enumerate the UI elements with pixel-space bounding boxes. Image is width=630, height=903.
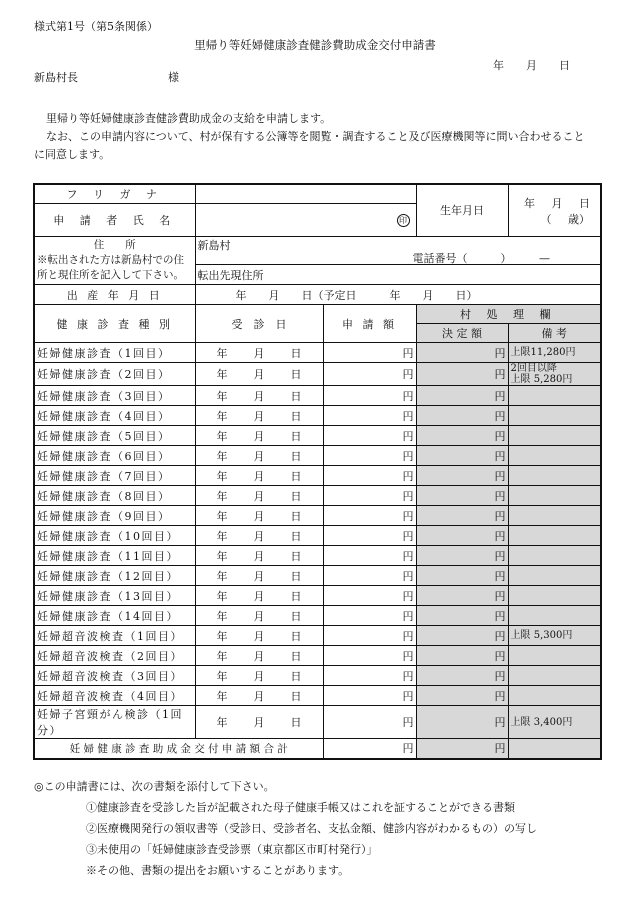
year-label: 年 (216, 529, 228, 543)
exam-row (34, 426, 601, 446)
year-label: 年 (216, 609, 228, 623)
yen-label: 円 (494, 549, 506, 563)
exam-amount-field[interactable] (323, 386, 416, 406)
exam-decision-field (416, 466, 508, 486)
addressee-honorific: 様 (168, 71, 179, 84)
village-header: 村 処 理 欄 (416, 305, 601, 324)
exam-type: 妊婦健康診査（2回目） (34, 363, 195, 386)
exam-date-field[interactable] (195, 486, 323, 506)
exam-amount-field[interactable] (323, 363, 416, 386)
yen-label: 円 (494, 589, 506, 603)
exam-row (34, 466, 601, 486)
yen-label: 円 (402, 609, 414, 623)
exam-remarks (508, 546, 601, 566)
year-label: 年 (216, 689, 228, 703)
yen-label: 円 (402, 429, 414, 443)
address-label-cell (34, 237, 195, 285)
yen-label: 円 (494, 368, 506, 381)
yen-label: 円 (402, 489, 414, 503)
exam-row (34, 506, 601, 526)
exam-row (34, 706, 601, 739)
exam-type: 妊婦健康診査（9回目） (34, 506, 195, 526)
day-label: 日 (290, 609, 302, 623)
yen-label: 円 (402, 449, 414, 463)
exam-decision-field (416, 666, 508, 686)
note-item: ※その他、書類の提出をお願いすることがあります。 (86, 864, 350, 877)
day-label: 日 (290, 569, 302, 583)
exam-remarks (508, 666, 601, 686)
exam-amount-field[interactable] (323, 343, 416, 363)
month-label: 月 (253, 529, 265, 543)
yen-label: 円 (494, 669, 506, 683)
exam-amount-field[interactable] (323, 406, 416, 426)
exam-date-field[interactable] (195, 546, 323, 566)
yen-label: 円 (402, 368, 414, 381)
exam-remarks: 上限11,280円 (508, 343, 601, 363)
exam-decision-field (416, 386, 508, 406)
year-label: 年 (216, 509, 228, 523)
exam-amount-field[interactable] (323, 626, 416, 646)
year-label: 年 (216, 389, 228, 403)
month-label: 月 (253, 569, 265, 583)
exam-amount-field[interactable] (323, 466, 416, 486)
yen-label: 円 (494, 569, 506, 583)
exam-amount-field[interactable] (323, 426, 416, 446)
due-label: 出 産 年 月 日 (34, 285, 195, 305)
yen-label: 円 (402, 629, 414, 643)
exam-decision-field (416, 446, 508, 466)
month-label: 月 (253, 689, 265, 703)
yen-label: 円 (494, 389, 506, 403)
form-number: 様式第1号（第5条関係） (34, 20, 158, 33)
addressee-name: 新島村長 (34, 71, 78, 84)
exam-decision-field (416, 343, 508, 363)
exam-row (34, 686, 601, 706)
exam-date-field[interactable] (195, 386, 323, 406)
exam-amount-field[interactable] (323, 666, 416, 686)
exam-decision-field (416, 526, 508, 546)
yen-label: 円 (402, 549, 414, 563)
month-label: 月 (253, 549, 265, 563)
yen-label: 円 (494, 742, 506, 756)
day-label: 日 (290, 716, 302, 729)
day-label: 日 (290, 629, 302, 643)
exam-decision-field (416, 406, 508, 426)
exam-date-field[interactable] (195, 666, 323, 686)
month-label: 月 (253, 429, 265, 443)
exam-date-field[interactable] (195, 586, 323, 606)
exam-remarks: 上限 5,300円 (508, 626, 601, 646)
exam-remarks (508, 466, 601, 486)
year-label: 年 (216, 449, 228, 463)
note-item: ③未使用の「妊婦健康診査受診票（東京都区市町村発行）」 (86, 843, 378, 856)
month-label: 月 (253, 389, 265, 403)
year-label: 年 (493, 59, 504, 72)
age-open: （ (540, 212, 552, 226)
yen-label: 円 (494, 346, 506, 360)
total-decision (416, 739, 508, 759)
year-label: 年 (216, 629, 228, 643)
exam-type: 妊婦健康診査（13回目） (34, 586, 195, 606)
day-label: 日 (290, 429, 302, 443)
yen-label: 円 (494, 689, 506, 703)
exam-date-field[interactable] (195, 446, 323, 466)
exam-amount-field[interactable] (323, 566, 416, 586)
furigana-label: フ リ ガ ナ (34, 184, 195, 204)
exam-row (34, 446, 601, 466)
exam-row (34, 486, 601, 506)
exam-amount-field[interactable] (323, 606, 416, 626)
exam-date-field[interactable] (195, 706, 323, 739)
year-label: 年 (216, 409, 228, 423)
birth-year: 年 (524, 196, 536, 210)
decision-header: 決 定 額 (416, 324, 508, 343)
birth-field[interactable] (508, 184, 601, 237)
yen-label: 円 (494, 409, 506, 423)
exam-row (34, 566, 601, 586)
day-label: 日 (559, 59, 570, 72)
exam-date-field[interactable] (195, 343, 323, 363)
exam-remarks (508, 686, 601, 706)
yen-label: 円 (402, 346, 414, 360)
yen-label: 円 (402, 529, 414, 543)
exam-remarks (508, 446, 601, 466)
yen-label: 円 (402, 716, 414, 729)
exam-date-field[interactable] (195, 426, 323, 446)
yen-label: 円 (494, 489, 506, 503)
exam-date-field[interactable] (195, 526, 323, 546)
seal-icon: 印 (397, 214, 410, 227)
exam-type: 妊婦健康診査（11回目） (34, 546, 195, 566)
yen-label: 円 (494, 429, 506, 443)
furigana-field[interactable] (195, 184, 416, 204)
day-label: 日 (290, 689, 302, 703)
day-label: 日 (290, 549, 302, 563)
exam-row (34, 406, 601, 426)
yen-label: 円 (494, 609, 506, 623)
date-header: 受 診 日 (195, 305, 323, 343)
due-field[interactable] (195, 285, 601, 305)
month-label: 月 (253, 589, 265, 603)
day-label: 日 (290, 449, 302, 463)
exam-amount-field[interactable] (323, 486, 416, 506)
exam-decision-field (416, 486, 508, 506)
exam-row (34, 666, 601, 686)
exam-decision-field (416, 606, 508, 626)
month-label: 月 (253, 649, 265, 663)
year-label: 年 (216, 469, 228, 483)
type-header: 健 康 診 査 種 別 (34, 305, 195, 343)
address-note: ※転出された方は新島村での住所と現住所を記入して下さい。 (37, 254, 184, 281)
exam-amount-field[interactable] (323, 646, 416, 666)
exam-remarks (508, 566, 601, 586)
exam-row (34, 526, 601, 546)
exam-row (34, 386, 601, 406)
month-label: 月 (526, 59, 537, 72)
exam-type: 妊婦健康診査（4回目） (34, 406, 195, 426)
month-label: 月 (253, 716, 265, 729)
exam-remarks (508, 506, 601, 526)
exam-row (34, 606, 601, 626)
exam-remarks (508, 486, 601, 506)
name-field[interactable] (195, 204, 416, 237)
yen-label: 円 (402, 689, 414, 703)
month-label: 月 (253, 469, 265, 483)
date-fields (493, 57, 570, 73)
year-label: 年 (216, 569, 228, 583)
yen-label: 円 (494, 469, 506, 483)
exam-type: 妊婦子宮頸がん検診（1回分） (34, 706, 195, 739)
exam-decision-field (416, 706, 508, 739)
exam-date-field[interactable] (195, 363, 323, 386)
month-label: 月 (253, 629, 265, 643)
month-label: 月 (253, 346, 265, 360)
exam-amount-field[interactable] (323, 586, 416, 606)
notes (34, 776, 537, 881)
year-label: 年 (216, 649, 228, 663)
exam-type: 妊婦健康診査（14回目） (34, 606, 195, 626)
month-label: 月 (253, 489, 265, 503)
note-item: ②医療機関発行の領収書等（受診日、受診者名、支払金額、健診内容がわかるもの）の写し (86, 822, 537, 835)
month-label: 月 (253, 409, 265, 423)
year-label: 年 (216, 489, 228, 503)
year-label: 年 (216, 346, 228, 360)
exam-decision-field (416, 686, 508, 706)
exam-remarks (508, 426, 601, 446)
year-label: 年 (216, 429, 228, 443)
yen-label: 円 (402, 649, 414, 663)
exam-type: 妊婦健康診査（6回目） (34, 446, 195, 466)
month-label: 月 (253, 368, 265, 381)
exam-type: 妊婦健康診査（10回目） (34, 526, 195, 546)
yen-label: 円 (402, 469, 414, 483)
exam-date-field[interactable] (195, 626, 323, 646)
exam-remarks (508, 646, 601, 666)
notes-heading: ◎この申請書には、次の書類を添付して下さい。 (34, 780, 275, 793)
day-label: 日 (290, 649, 302, 663)
day-label: 日 (290, 489, 302, 503)
exam-decision-field (416, 626, 508, 646)
birth-day: 日 (579, 196, 591, 210)
exam-type: 妊婦健康診査（1回目） (34, 343, 195, 363)
month-label: 月 (253, 609, 265, 623)
exam-remarks (508, 586, 601, 606)
addressee (34, 69, 179, 85)
exam-remarks (508, 526, 601, 546)
exam-date-field[interactable] (195, 506, 323, 526)
age-label: 歳） (568, 212, 591, 226)
yen-label: 円 (402, 589, 414, 603)
month-label: 月 (253, 449, 265, 463)
exam-date-field[interactable] (195, 406, 323, 426)
exam-row (34, 586, 601, 606)
yen-label: 円 (402, 569, 414, 583)
total-label: 妊 婦 健 康 診 査 助 成 金 交 付 申 請 額 合 計 (34, 739, 323, 759)
exam-decision-field (416, 586, 508, 606)
amount-header: 申 請 額 (323, 305, 416, 343)
yen-label: 円 (494, 649, 506, 663)
exam-remarks: 上限 3,400円 (508, 706, 601, 739)
exam-decision-field (416, 646, 508, 666)
moved-address-field[interactable] (195, 265, 601, 285)
month-label: 月 (253, 669, 265, 683)
exam-row (34, 363, 601, 386)
exam-row (34, 626, 601, 646)
yen-label: 円 (494, 449, 506, 463)
day-label: 日 (290, 368, 302, 381)
exam-remarks (508, 406, 601, 426)
day-label: 日 (290, 346, 302, 360)
year-label: 年 (216, 716, 228, 729)
yen-label: 円 (402, 742, 414, 756)
exam-type: 妊婦超音波検査（1回目） (34, 626, 195, 646)
exam-remarks: 2回目以降 上限 5,280円 (508, 363, 601, 386)
remarks-header: 備 考 (508, 324, 601, 343)
due-value: 年 月 日（予定日 年 月 日） (235, 288, 478, 302)
yen-label: 円 (494, 529, 506, 543)
exam-amount-field[interactable] (323, 546, 416, 566)
exam-amount-field[interactable] (323, 526, 416, 546)
exam-type: 妊婦健康診査（7回目） (34, 466, 195, 486)
yen-label: 円 (402, 409, 414, 423)
birth-label-cell (416, 184, 508, 237)
month-label: 月 (253, 509, 265, 523)
year-label: 年 (216, 589, 228, 603)
birth-month: 月 (551, 196, 563, 210)
intro-line-2: なお、この申請内容について、村が保有する公簿等を閲覧・調査すること及び医療機関等に問い合わせることに同意します。 (34, 130, 585, 161)
exam-type: 妊婦超音波検査（4回目） (34, 686, 195, 706)
application-table (33, 183, 602, 760)
exam-decision-field (416, 426, 508, 446)
yen-label: 円 (402, 389, 414, 403)
moved-label: 転出先現住所 (197, 268, 264, 282)
exam-decision-field (416, 566, 508, 586)
intro-line-1: 里帰り等妊婦健康診査健診費助成金の支給を申請します。 (46, 112, 332, 125)
exam-type: 妊婦超音波検査（2回目） (34, 646, 195, 666)
yen-label: 円 (402, 509, 414, 523)
year-label: 年 (216, 368, 228, 381)
yen-label: 円 (494, 629, 506, 643)
exam-type: 妊婦健康診査（5回目） (34, 426, 195, 446)
name-label: 申 請 者 氏 名 (34, 204, 195, 237)
exam-decision-field (416, 546, 508, 566)
yen-label: 円 (402, 669, 414, 683)
year-label: 年 (216, 669, 228, 683)
exam-type: 妊婦健康診査（12回目） (34, 566, 195, 586)
day-label: 日 (290, 389, 302, 403)
yen-label: 円 (494, 509, 506, 523)
exam-row (34, 343, 601, 363)
exam-row (34, 646, 601, 666)
day-label: 日 (290, 509, 302, 523)
day-label: 日 (290, 409, 302, 423)
exam-decision-field (416, 363, 508, 386)
exam-row (34, 546, 601, 566)
exam-type: 妊婦超音波検査（3回目） (34, 666, 195, 686)
exam-type: 妊婦健康診査（3回目） (34, 386, 195, 406)
day-label: 日 (290, 669, 302, 683)
exam-remarks (508, 386, 601, 406)
day-label: 日 (290, 529, 302, 543)
exam-date-field[interactable] (195, 646, 323, 666)
exam-type: 妊婦健康診査（8回目） (34, 486, 195, 506)
exam-date-field[interactable] (195, 606, 323, 626)
birth-label: 生年月日 (440, 204, 485, 217)
total-remarks (508, 739, 601, 759)
day-label: 日 (290, 589, 302, 603)
total-amount[interactable] (323, 739, 416, 759)
exam-amount-field[interactable] (323, 506, 416, 526)
exam-amount-field[interactable] (323, 706, 416, 739)
exam-date-field[interactable] (195, 466, 323, 486)
exam-amount-field[interactable] (323, 686, 416, 706)
exam-date-field[interactable] (195, 566, 323, 586)
day-label: 日 (290, 469, 302, 483)
year-label: 年 (216, 549, 228, 563)
page-title: 里帰り等妊婦健康診査健診費助成金交付申請書 (194, 38, 436, 52)
exam-date-field[interactable] (195, 686, 323, 706)
address-field[interactable] (195, 237, 601, 265)
address-prefix: 新島村 (197, 239, 231, 252)
exam-decision-field (416, 506, 508, 526)
exam-remarks (508, 606, 601, 626)
phone-label: 電話番号（ ） — (412, 252, 551, 265)
note-item: ①健康診査を受診した旨が記載された母子健康手帳又はこれを証することができる書類 (86, 801, 515, 814)
address-label: 住 所 (93, 239, 136, 251)
yen-label: 円 (494, 716, 506, 729)
exam-amount-field[interactable] (323, 446, 416, 466)
